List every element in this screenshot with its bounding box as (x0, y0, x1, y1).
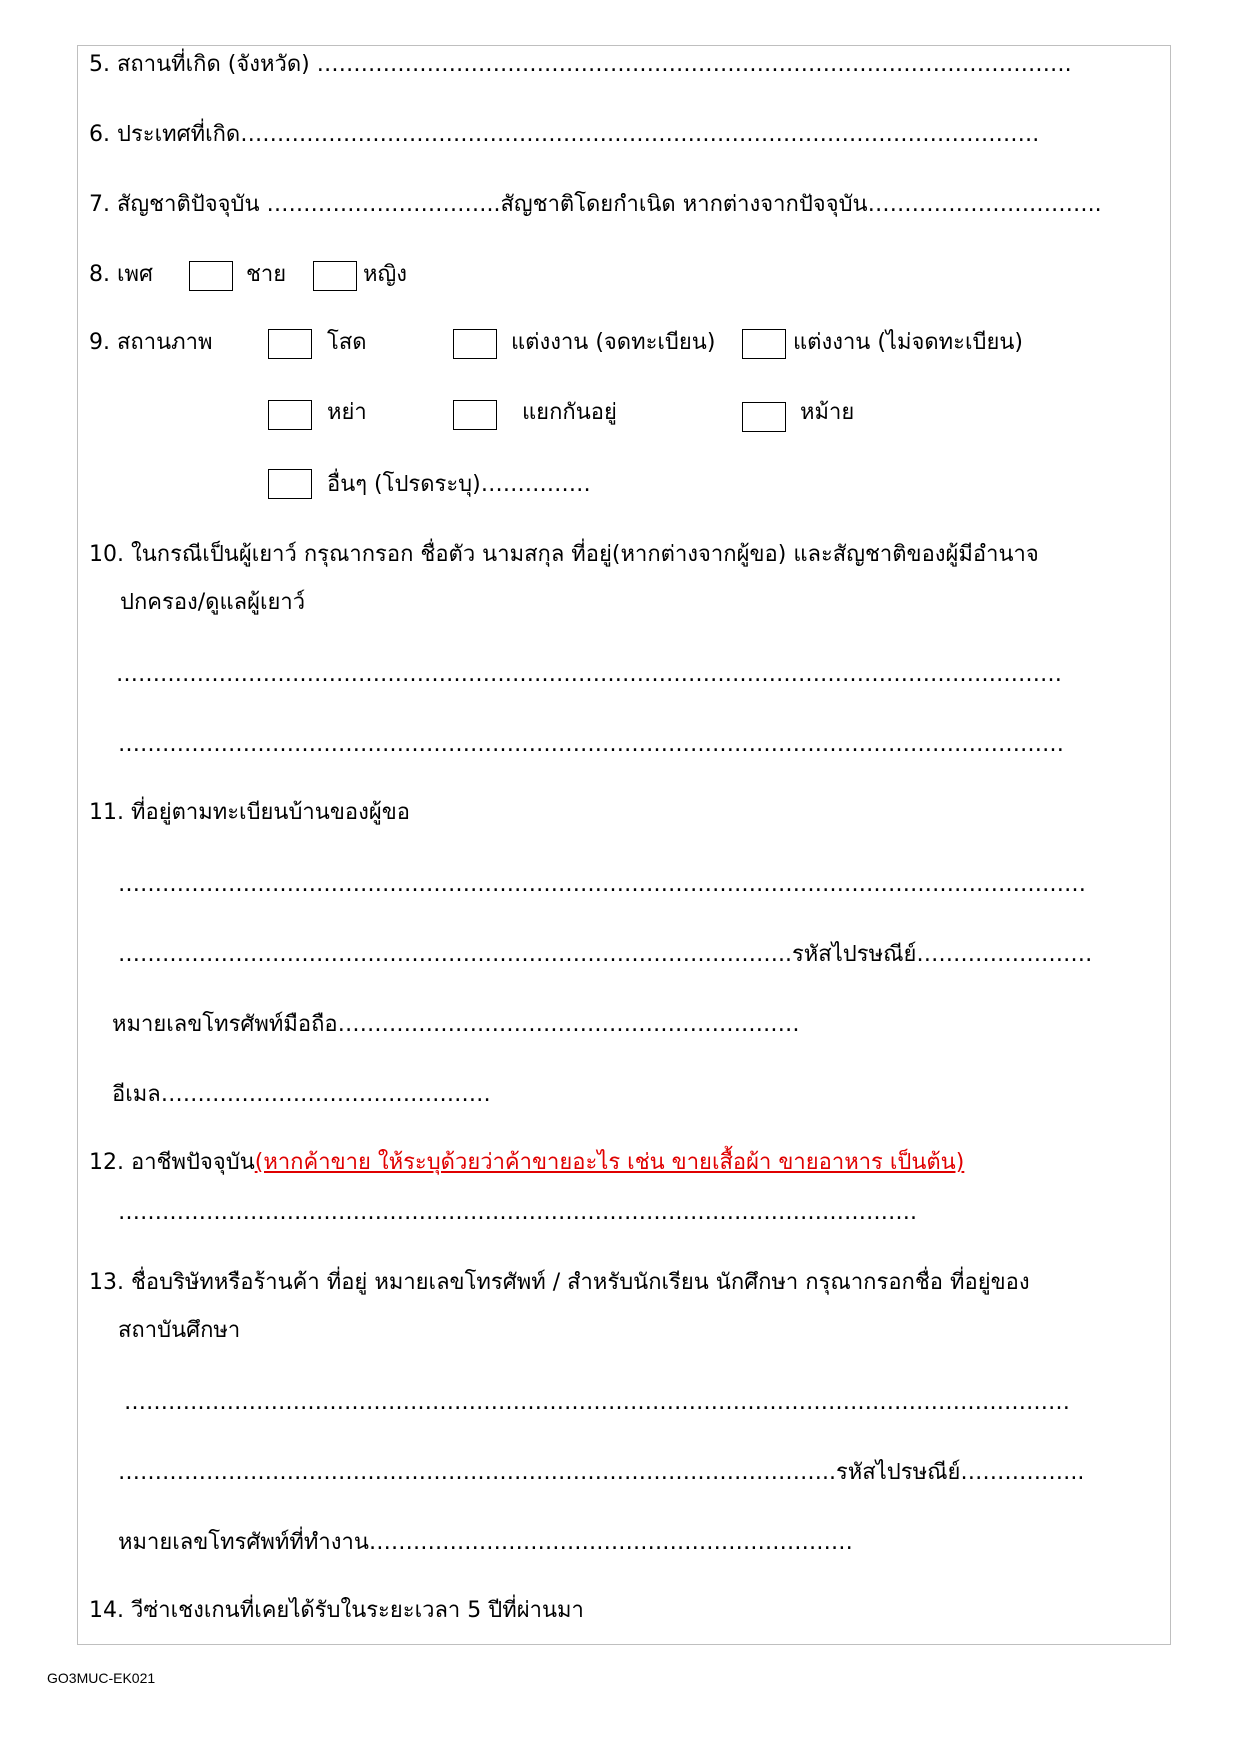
checkbox-male[interactable] (189, 261, 233, 291)
q10-guardian-instructions-cont: ปกครอง/ดูแลผู้เยาว์ (120, 590, 306, 615)
q5-birthplace-province: 5. สถานที่เกิด (จังหวัด) …………………………………………………………………………………………. (89, 52, 1072, 77)
q11-address-line-2-postcode[interactable]: ………………………………………………………………………………..รหัสไปรษณีย์…………………… (118, 942, 1093, 967)
q13-employer-instructions-cont: สถาบันศึกษา (118, 1318, 241, 1343)
q12-fill-line[interactable]: ………………………………………………………………………………………………. (118, 1200, 917, 1225)
married-unregistered-label: แต่งงาน (ไม่จดทะเบียน) (793, 330, 1023, 355)
q13-work-phone[interactable]: หมายเลขโทรศัพท์ที่ทำงาน………………………………………………………… (118, 1530, 853, 1555)
q12-occupation (89, 1148, 964, 1178)
q8-sex-label: 8. เพศ (89, 262, 153, 287)
q13-employer-instructions: 13. ชื่อบริษัทหรือร้านค้า ที่อยู่ หมายเลขโทรศัพท์ / สำหรับนักเรียน นักศึกษา กรุณากรอกชื่อ ที่อยู่ของ (89, 1270, 1030, 1295)
checkbox-widowed[interactable] (742, 402, 786, 432)
q11-registered-address-label: 11. ที่อยู่ตามทะเบียนบ้านของผู้ขอ (89, 800, 410, 825)
q9-status-label: 9. สถานภาพ (89, 330, 213, 355)
q13-fill-line-2-postcode[interactable]: ……………………………………………………………………………………..รหัสไปรษณีย์…………….. (118, 1460, 1085, 1485)
female-label: หญิง (363, 262, 407, 287)
other-label: อื่นๆ (โปรดระบุ)…………… (327, 472, 591, 497)
q12-occupation-label: 12. อาชีพปัจจุบัน (89, 1150, 255, 1175)
single-label: โสด (327, 330, 367, 355)
checkbox-married-unregistered[interactable] (742, 329, 786, 359)
checkbox-divorced[interactable] (268, 400, 312, 430)
q13-fill-line-1[interactable]: ………………………………………………………………………………………………………………… (124, 1390, 1070, 1415)
q11-address-line-1[interactable]: …………………………………………………………………………………………………………………… (118, 872, 1086, 897)
checkbox-married-registered[interactable] (453, 329, 497, 359)
married-registered-label: แต่งงาน (จดทะเบียน) (511, 330, 716, 355)
q10-fill-line-2[interactable]: ………………………………………………………………………………………………………………… (118, 732, 1064, 757)
q7-nationality: 7. สัญชาติปัจจุบัน …………………………..สัญชาติโดยกำเนิด หากต่างจากปัจจุบัน………………………….. (89, 192, 1102, 217)
checkbox-female[interactable] (313, 261, 357, 291)
checkbox-single[interactable] (268, 329, 312, 359)
q11-email[interactable]: อีเมล……………………………………… (112, 1082, 491, 1107)
q11-mobile-phone[interactable]: หมายเลขโทรศัพท์มือถือ……………………………………………………… (112, 1012, 800, 1037)
q12-occupation-note: (หากค้าขาย ให้ระบุด้วยว่าค้าขายอะไร เช่น ขายเสื้อผ้า ขายอาหาร เป็นต้น) (254, 1150, 965, 1175)
q14-schengen-visas: 14. วีซ่าเชงเกนที่เคยได้รับในระยะเวลา 5 ปีที่ผ่านมา (89, 1598, 584, 1623)
male-label: ชาย (246, 262, 287, 287)
checkbox-other[interactable] (268, 469, 312, 499)
document-code: GO3MUC-EK021 (47, 1670, 156, 1686)
checkbox-separated[interactable] (453, 400, 497, 430)
q10-fill-line-1[interactable]: ………………………………………………………………………………………………………………… (116, 662, 1062, 687)
separated-label: แยกกันอยู่ (522, 400, 617, 425)
widowed-label: หม้าย (800, 400, 855, 425)
q6-birth-country: 6. ประเทศที่เกิด………………………………………………………………………………………………. (89, 122, 1040, 147)
q10-guardian-instructions: 10. ในกรณีเป็นผู้เยาว์ กรุณากรอก ชื่อตัว นามสกุล ที่อยู่(หากต่างจากผู้ขอ) และสัญชาติของผู้มีอำนาจ (89, 542, 1039, 567)
divorced-label: หย่า (327, 400, 367, 425)
